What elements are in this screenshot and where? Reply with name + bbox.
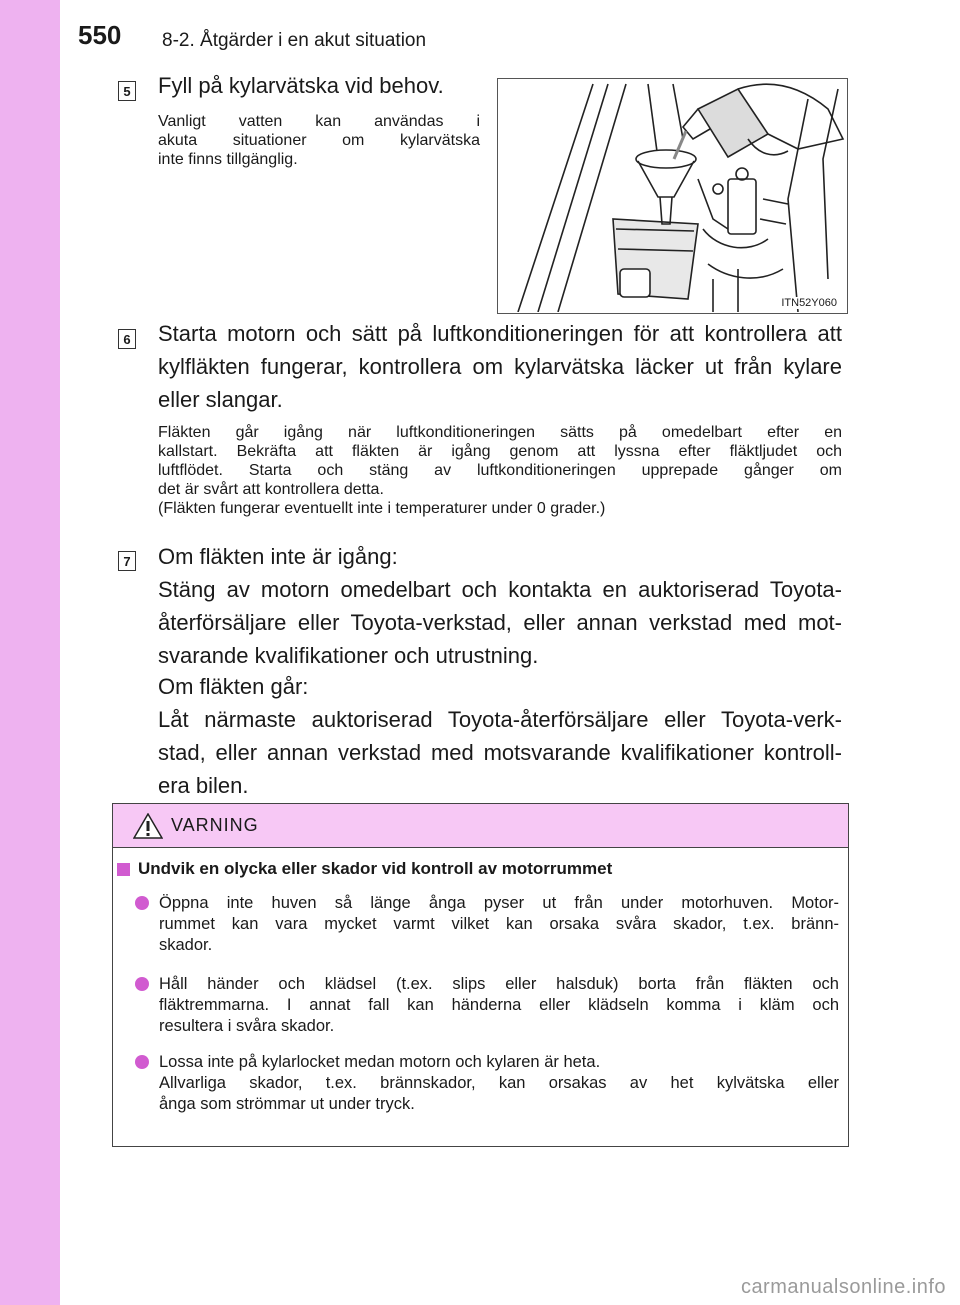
step-7-heading-line: Stäng av motorn omedelbart och kontakta en auktoriserad Toyota- xyxy=(158,577,842,602)
warning-item-line: resultera i svåra skador. xyxy=(159,1017,335,1035)
step-number-5: 5 xyxy=(118,81,136,101)
step-6-note-line: Fläkten går igång när luftkonditioneringen sätts på omedelbart efter en xyxy=(158,424,842,441)
illustration-code: ITN52Y060 xyxy=(781,297,837,309)
step-6-note xyxy=(158,423,842,518)
step-6-heading-line: Starta motorn och sätt på luftkonditioneringen för att kontrollera att xyxy=(158,321,842,346)
warning-item-line: Öppna inte huven så länge ånga pyser ut från under motorhuven. Motor- xyxy=(159,894,839,912)
watermark: carmanualsonline.info xyxy=(740,1276,946,1298)
page-number: 550 xyxy=(78,20,122,50)
step-number-7: 7 xyxy=(118,551,136,571)
step-5-heading-line: Fyll på kylarvätska vid behov. xyxy=(158,73,444,98)
warning-header xyxy=(113,804,848,848)
step-6-note-line: det är svårt att kontrollera detta. xyxy=(158,481,384,498)
step-6-heading xyxy=(158,317,842,416)
warning-subheading xyxy=(117,859,612,879)
warning-item-line: Allvarliga skador, t.ex. brännskador, kan orsakas av het kylvätska eller xyxy=(159,1074,839,1092)
warning-item-line: fläktremmarna. I annat fall kan händerna eller klädseln komma i kläm och xyxy=(159,996,839,1014)
step-6-heading-line: kylfläkten fungerar, kontrollera om kylarvätska läcker ut från kylare xyxy=(158,354,842,379)
warning-triangle-icon xyxy=(133,813,163,839)
warning-box xyxy=(112,803,849,1147)
warning-subheading-text: Undvik en olycka eller skador vid kontroll av motorrummet xyxy=(138,859,613,878)
step-7-heading-2-line: stad, eller annan verkstad med motsvarande kvalifikationer kontroll- xyxy=(158,740,842,765)
step-7-heading xyxy=(158,540,842,672)
warning-item-text xyxy=(159,974,839,1037)
warning-item-line: Håll händer och klädsel (t.ex. slips eller halsduk) borta från fläkten och xyxy=(159,975,839,993)
step-6-note-line: luftflödet. Starta och stäng av luftkonditioneringen upprepade gånger om xyxy=(158,462,842,479)
warning-item-text xyxy=(159,1052,839,1115)
round-bullet-icon xyxy=(135,1055,149,1069)
section-title: 8-2. Åtgärder i en akut situation xyxy=(162,30,427,51)
step-6-note-line: kallstart. Bekräfta att fläkten är igång genom att lyssna efter fläktljudet och xyxy=(158,443,842,460)
step-7-heading-2-line: era bilen. xyxy=(158,773,249,798)
warning-item-line: Lossa inte på kylarlocket medan motorn och kylaren är heta. xyxy=(159,1053,601,1071)
engine-bay-drawing xyxy=(498,79,846,312)
warning-item xyxy=(137,893,839,956)
step-7-heading-line: svarande kvalifikationer och utrustning. xyxy=(158,643,539,668)
step-7-heading-line: Om fläkten inte är igång: xyxy=(158,544,398,569)
step-5-note xyxy=(158,112,480,169)
warning-item-line: ånga som strömmar ut under tryck. xyxy=(159,1095,415,1113)
step-5-heading xyxy=(158,69,444,102)
step-5-note-line: Vanligt vatten kan användas i xyxy=(158,113,480,130)
side-color-band xyxy=(0,0,60,1305)
square-bullet-icon xyxy=(117,863,130,876)
step-5-note-line: akuta situationer om kylarvätska xyxy=(158,132,480,149)
warning-item-line: skador. xyxy=(159,936,213,954)
round-bullet-icon xyxy=(135,896,149,910)
warning-item xyxy=(137,1052,839,1115)
warning-item-text xyxy=(159,893,839,956)
step-7-heading-2-line: Låt närmaste auktoriserad Toyota-återförsäljare eller Toyota-verk- xyxy=(158,707,842,732)
warning-item-line: rummet kan vara mycket varmt vilket kan orsaka svåra skador, t.ex. bränn- xyxy=(159,915,839,933)
warning-item xyxy=(137,974,839,1037)
round-bullet-icon xyxy=(135,977,149,991)
step-7-heading-2 xyxy=(158,670,842,802)
step-number-6: 6 xyxy=(118,329,136,349)
step-6-note-line: (Fläkten fungerar eventuellt inte i temperaturer under 0 grader.) xyxy=(158,500,606,517)
step-5-note-line: inte finns tillgänglig. xyxy=(158,151,298,168)
step-6-heading-line: eller slangar. xyxy=(158,387,283,412)
warning-title: VARNING xyxy=(171,815,259,835)
step-7-heading-line: återförsäljare eller Toyota-verkstad, eller annan verkstad med mot- xyxy=(158,610,842,635)
coolant-funnel-illustration xyxy=(497,78,848,314)
step-7-heading-2-line: Om fläkten går: xyxy=(158,674,309,699)
